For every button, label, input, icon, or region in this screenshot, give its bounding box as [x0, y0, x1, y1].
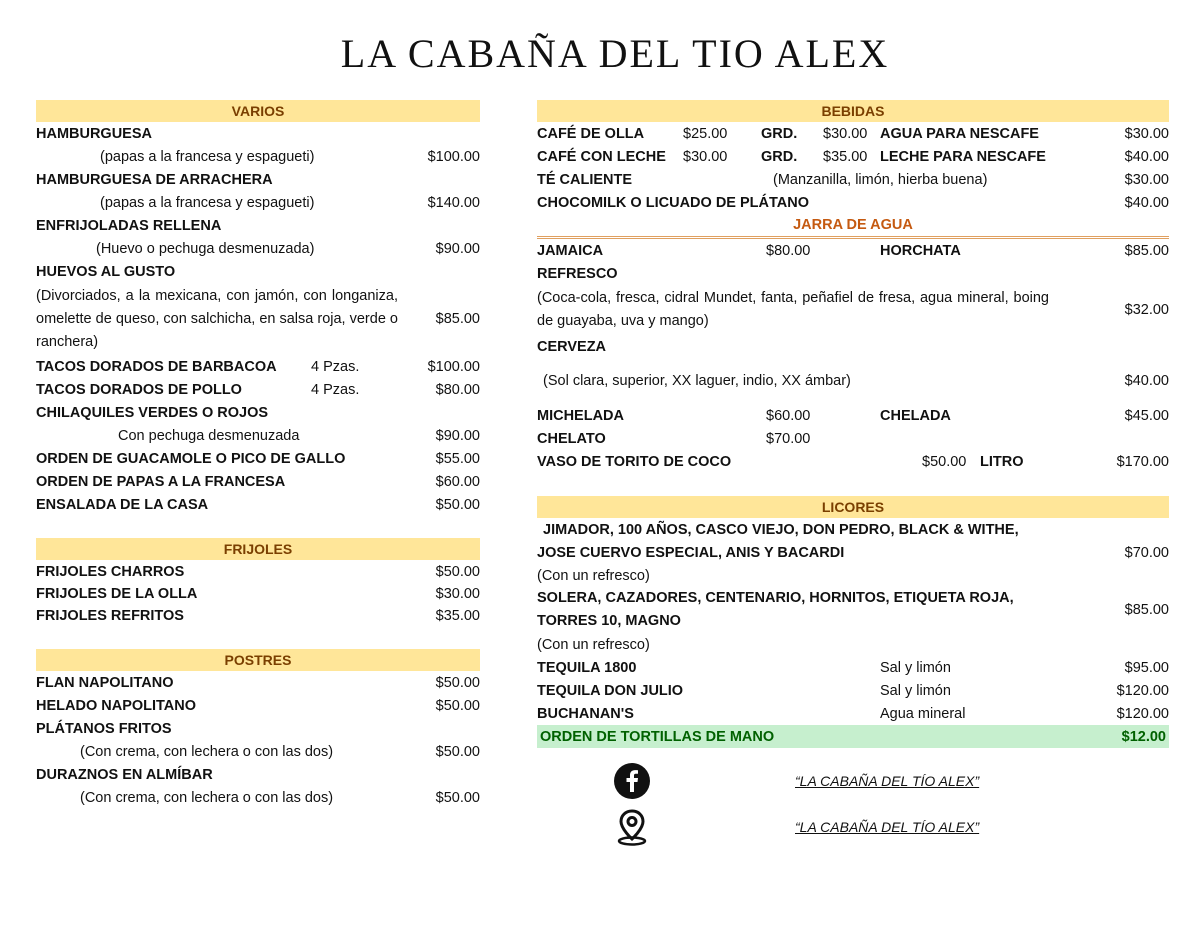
menu-item: TACOS DORADOS DE BARBACOA 4 Pzas. $100.00 — [36, 358, 480, 375]
section-header-frijoles: FRIJOLES — [36, 538, 480, 560]
section-header-varios: VARIOS — [36, 100, 480, 122]
price: $40.00 — [1124, 194, 1169, 211]
price: $35.00 — [435, 608, 480, 624]
menu-item-desc: (papas a la francesa y espagueti) $140.00 — [100, 194, 480, 211]
menu-item-desc: (Coca-cola, fresca, cidral Mundet, fanta, peñafiel de fresa, agua mineral, boing de guayaba, uva y mango) $32.00 — [537, 290, 1169, 329]
price: $90.00 — [435, 427, 480, 444]
price: $120.00 — [1116, 705, 1169, 722]
section-header-jarra: JARRA DE AGUA — [537, 214, 1169, 239]
menu-item: CHOCOMILK O LICUADO DE PLÁTANO $40.00 — [537, 194, 1169, 211]
location-link[interactable]: “LA CABAÑA DEL TÍO ALEX” — [795, 819, 980, 835]
menu-item: FLAN NAPOLITANO $50.00 — [36, 674, 480, 691]
price: $95.00 — [1124, 659, 1169, 676]
section-header-licores: LICORES — [537, 496, 1169, 518]
menu-item: HELADO NAPOLITANO $50.00 — [36, 697, 480, 714]
menu-item: TEQUILA DON JULIO Sal y limón $120.00 — [537, 682, 1169, 699]
section-header-bebidas: BEBIDAS — [537, 100, 1169, 122]
menu-item: HUEVOS AL GUSTO — [36, 263, 176, 280]
left-column — [36, 100, 480, 809]
menu-item: BUCHANAN'S Agua mineral $120.00 — [537, 705, 1169, 722]
price: $50.00 — [435, 697, 480, 714]
menu-item-note: (Con un refresco) — [537, 567, 650, 584]
price: $45.00 — [1124, 407, 1169, 424]
menu-item: JAMAICA $80.00 HORCHATA $85.00 — [537, 242, 1169, 259]
menu-item: CAFÉ DE OLLA $25.00 GRD. $30.00 AGUA PARA NESCAFE $30.00 — [537, 125, 1169, 142]
facebook-row[interactable] — [537, 758, 1169, 804]
menu-item: REFRESCO — [537, 265, 618, 282]
menu-item: FRIJOLES CHARROS $50.00 — [36, 564, 480, 580]
price: $55.00 — [435, 450, 480, 467]
price: $100.00 — [427, 358, 480, 375]
section-header-postres: POSTRES — [36, 649, 480, 671]
menu-item: MICHELADA $60.00 CHELADA $45.00 — [537, 407, 1169, 424]
price: $30.00 — [1124, 171, 1169, 188]
menu-item: ENSALADA DE LA CASA $50.00 — [36, 496, 480, 513]
menu-item: JIMADOR, 100 AÑOS, CASCO VIEJO, DON PEDRO, BLACK & WITHE, — [543, 521, 1019, 538]
menu-item: HAMBURGUESA DE ARRACHERA — [36, 171, 273, 188]
price: $70.00 — [1124, 544, 1169, 561]
menu-item: HAMBURGUESA — [36, 125, 152, 142]
menu-item: TEQUILA 1800 Sal y limón $95.00 — [537, 659, 1169, 676]
menu-item: ORDEN DE GUACAMOLE O PICO DE GALLO $55.00 — [36, 450, 480, 467]
facebook-icon[interactable] — [612, 761, 652, 801]
tortillas-row: ORDEN DE TORTILLAS DE MANO $12.00 — [537, 725, 1169, 748]
page-title: LA CABAÑA DEL TIO ALEX — [340, 31, 890, 76]
price: $40.00 — [1124, 148, 1169, 165]
price: $85.00 — [435, 311, 480, 327]
price: $60.00 — [435, 473, 480, 490]
location-row[interactable] — [537, 804, 1169, 850]
price: $50.00 — [435, 743, 480, 760]
menu-item: DURAZNOS EN ALMÍBAR — [36, 766, 213, 783]
menu-item: PLÁTANOS FRITOS — [36, 720, 172, 737]
price: $40.00 — [1124, 373, 1169, 389]
menu-item-note: (Con un refresco) — [537, 636, 650, 653]
price: $85.00 — [1124, 242, 1169, 259]
menu-item: FRIJOLES DE LA OLLA $30.00 — [36, 586, 480, 602]
location-pin-icon[interactable] — [612, 807, 652, 847]
price: $120.00 — [1116, 682, 1169, 699]
price: $100.00 — [427, 148, 480, 165]
right-column — [537, 100, 1169, 850]
menu-item-desc: (Con crema, con lechera o con las dos) $50.00 — [80, 789, 480, 806]
price: $30.00 — [1124, 125, 1169, 142]
price: $50.00 — [435, 674, 480, 691]
menu-item: ORDEN DE PAPAS A LA FRANCESA $60.00 — [36, 473, 480, 490]
menu-item: CERVEZA — [537, 338, 607, 355]
menu-item: CAFÉ CON LECHE $30.00 GRD. $35.00 LECHE PARA NESCAFE $40.00 — [537, 148, 1169, 165]
menu-item-desc: Con pechuga desmenuzada $90.00 — [118, 427, 480, 444]
menu-item-desc: (Con crema, con lechera o con las dos) $50.00 — [80, 743, 480, 760]
menu-item: CHILAQUILES VERDES O ROJOS — [36, 404, 269, 421]
menu-item-desc: (Divorciados, a la mexicana, con jamón, con longaniza, omelette de queso, con salchicha, en salsa roja, verde o ranchera) $85.00 — [36, 287, 480, 350]
menu-item-desc: (Sol clara, superior, XX laguer, indio, XX ámbar) $40.00 — [543, 373, 1169, 389]
menu-item: JOSE CUERVO ESPECIAL, ANIS Y BACARDI $70.00 — [537, 544, 1169, 561]
price: $90.00 — [435, 240, 480, 257]
price: $30.00 — [435, 586, 480, 602]
price: $85.00 — [1124, 602, 1169, 618]
price: $50.00 — [435, 496, 480, 513]
price: $12.00 — [1121, 728, 1166, 745]
menu-item: TACOS DORADOS DE POLLO 4 Pzas. $80.00 — [36, 381, 480, 398]
price: $32.00 — [1124, 302, 1169, 318]
menu-item-desc: (Huevo o pechuga desmenuzada) $90.00 — [96, 240, 480, 257]
price: $170.00 — [1116, 453, 1169, 470]
menu-item: VASO DE TORITO DE COCO $50.00 LITRO $170.00 — [537, 453, 1169, 470]
price: $50.00 — [435, 789, 480, 806]
menu-item: SOLERA, CAZADORES, CENTENARIO, HORNITOS, ETIQUETA ROJA, TORRES 10, MAGNO $85.00 — [537, 590, 1169, 629]
menu-item-desc: (papas a la francesa y espagueti) $100.00 — [100, 148, 480, 165]
price: $140.00 — [427, 194, 480, 211]
menu-item: TÉ CALIENTE (Manzanilla, limón, hierba buena) $30.00 — [537, 171, 1169, 188]
menu-item: ENFRIJOLADAS RELLENA — [36, 217, 222, 234]
price: $80.00 — [435, 381, 480, 398]
price: $50.00 — [435, 564, 480, 580]
menu-item: FRIJOLES REFRITOS $35.00 — [36, 608, 480, 624]
facebook-link[interactable]: “LA CABAÑA DEL TÍO ALEX” — [795, 773, 980, 789]
menu-item: CHELATO $70.00 — [537, 430, 811, 447]
